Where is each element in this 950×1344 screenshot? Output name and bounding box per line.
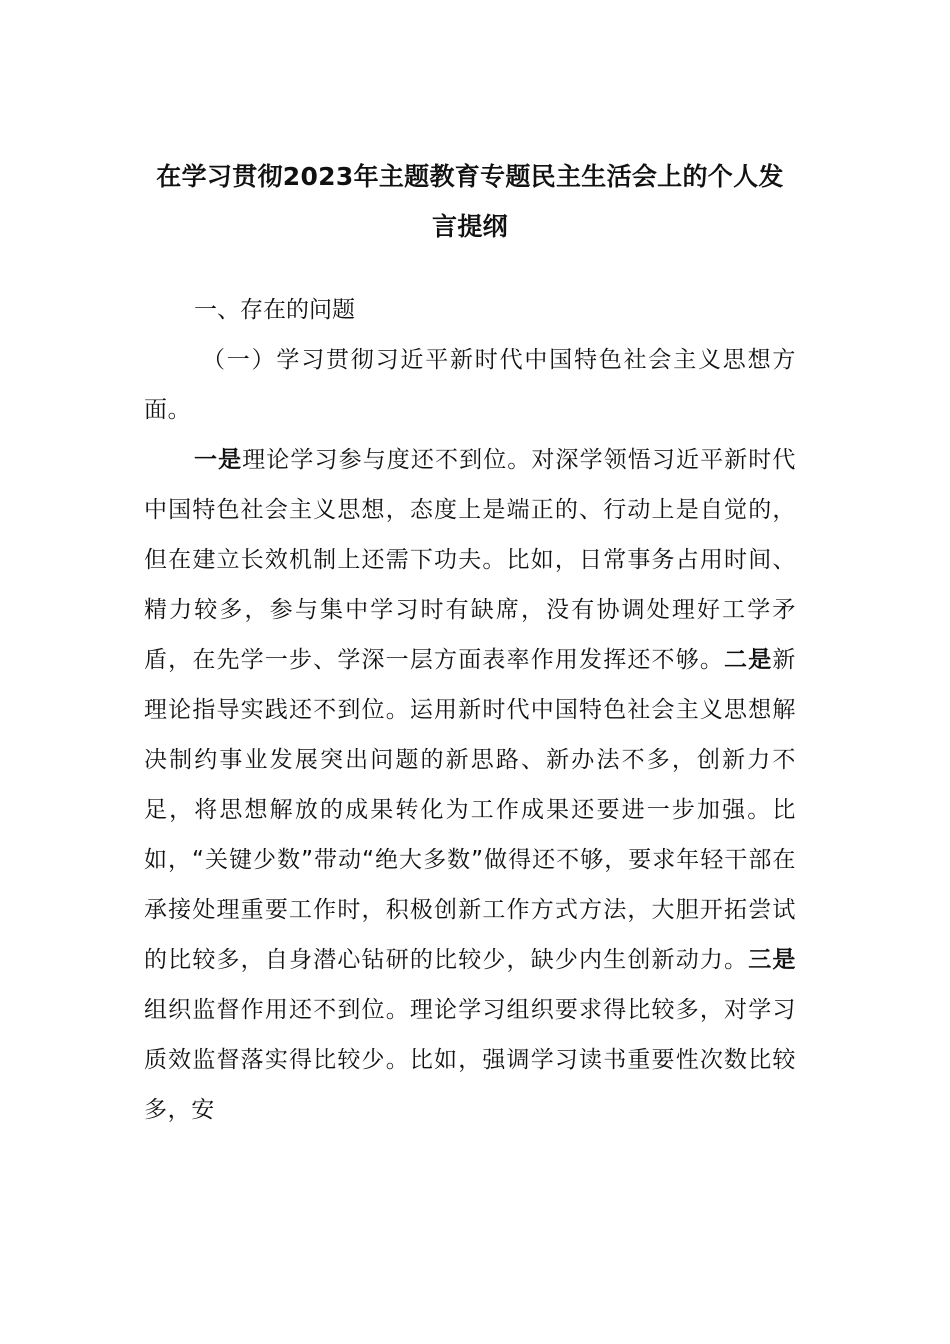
lead-marker-2: 二是 [724,647,773,673]
body-paragraph [144,435,796,1135]
subsection-heading: （一）学习贯彻习近平新时代中国特色社会主义思想方面。 [144,347,796,423]
body-text-1: 理论学习参与度还不到位。对深学领悟习近平新时代中国特色社会主义思想，态度上是端正的、行动上是自觉的，但在建立长效机制上还需下功夫。比如，日常事务占用时间、精力较多，参与集中学习时有缺席，没有协调处理好工学矛盾，在先学一步、学深一层方面表率作用发挥还不够。 [144,447,796,673]
body-text-2: 新理论指导实践还不到位。运用新时代中国特色社会主义思想解决制约事业发展突出问题的新思路、新办法不多，创新力不足，将思想解放的成果转化为工作成果还要进一步加强。比如，“关键少数”带动“绝大多数”做得还不够，要求年轻干部在承接处理重要工作时，积极创新工作方式方法，大胆开拓尝试的比较多，自身潜心钻研的比较少，缺少内生创新动力。 [144,647,796,973]
document-title: 在学习贯彻2023年主题教育专题民主生活会上的个人发言提纲 [156,162,784,241]
lead-marker-3: 三是 [748,947,797,973]
document-page [144,152,796,1135]
body-text-3: 组织监督作用还不到位。理论学习组织要求得比较多，对学习质效监督落实得比较少。比如，强调学习读书重要性次数比较多，安 [144,997,796,1123]
lead-marker-1: 一是 [194,447,243,473]
section-heading: 一、存在的问题 [194,297,355,323]
